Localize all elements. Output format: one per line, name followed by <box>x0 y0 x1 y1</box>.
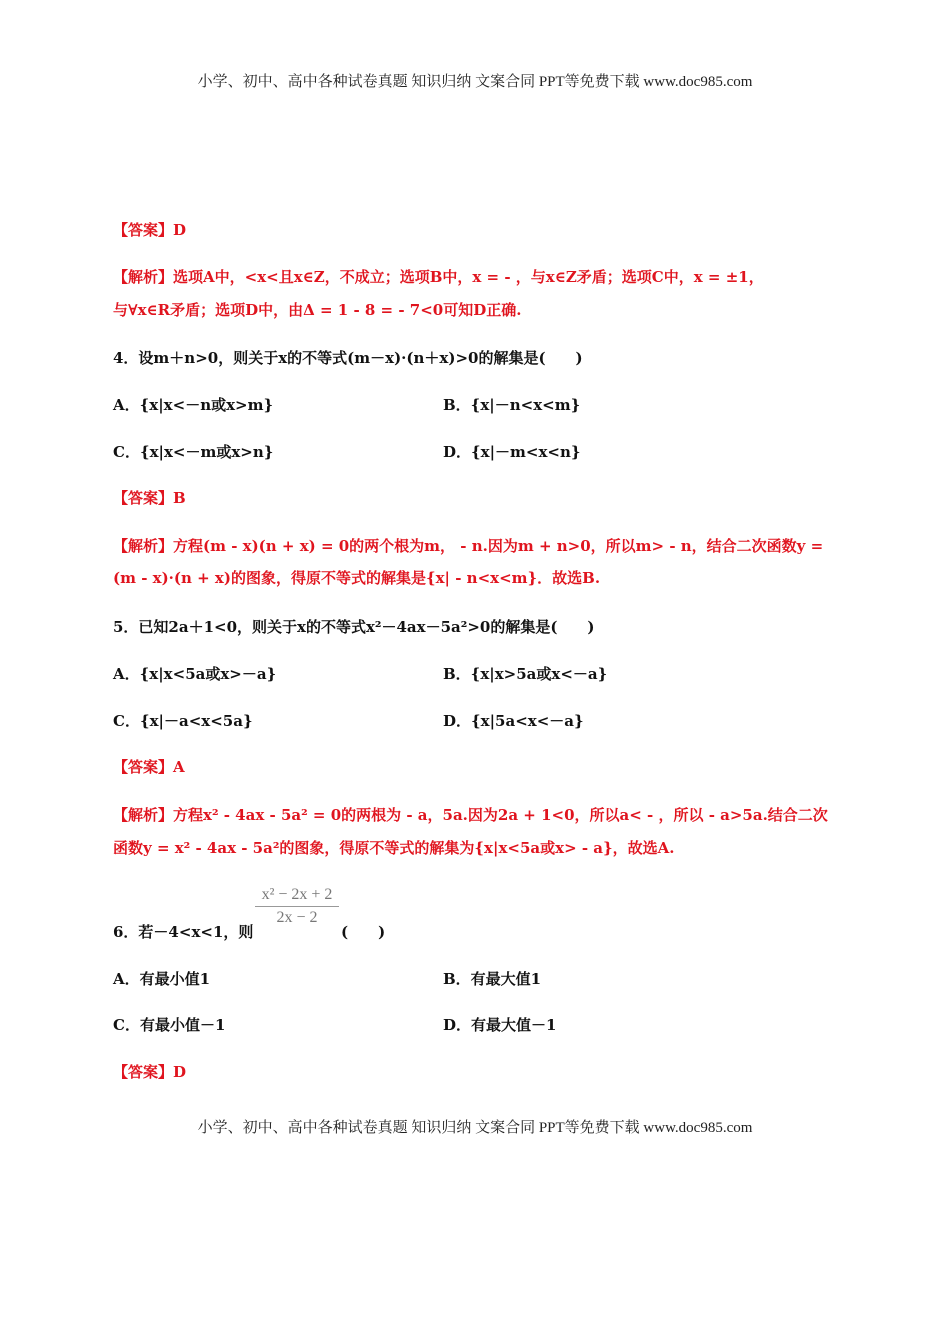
q3-answer: 【答案】D <box>113 221 187 239</box>
q5-analysis-line2: 函数y = x² - 4ax - 5a²的图象，得原不等式的解集为{x|x<5a或x> - a}，故选A. <box>113 839 675 857</box>
q5-answer: 【答案】A <box>113 758 185 776</box>
q5-analysis-line1: 【解析】方程x² - 4ax - 5a² = 0的两根为 - a，5a.因为2a + 1<0，所以a< - ，所以 - a>5a.结合二次 <box>113 806 828 824</box>
q6-fraction <box>253 886 341 927</box>
q4-option-b: B．{x|－n<x<m} <box>443 396 581 414</box>
q5-option-a: A．{x|x<5a或x>－a} <box>113 665 277 683</box>
q6-option-b: B．有最大值1 <box>443 970 542 988</box>
q4-stem: 4．设m＋n>0，则关于x的不等式(m－x)·(n＋x)>0的解集是( ) <box>113 349 583 367</box>
q6-answer: 【答案】D <box>113 1063 187 1081</box>
q5-option-d: D．{x|5a<x<－a} <box>443 712 584 730</box>
q4-option-a: A．{x|x<－n或x>m} <box>113 396 274 414</box>
page-header: 小学、初中、高中各种试卷真题 知识归纳 文案合同 PPT等免费下载 www.doc985.com <box>197 74 753 90</box>
q3-analysis-line1: 【解析】选项A中，<x<且x∈Z，不成立；选项B中，x = - ，与x∈Z矛盾；选项C中，x = ±1， <box>113 268 764 286</box>
q6-fraction-numerator: x² − 2x + 2 <box>261 886 333 903</box>
q4-option-c: C．{x|x<－m或x>n} <box>113 443 274 461</box>
q6-answer-paren: ( ) <box>341 923 386 941</box>
q5-stem: 5．已知2a＋1<0，则关于x的不等式x²－4ax－5a²>0的解集是( ) <box>113 618 595 636</box>
page-footer: 小学、初中、高中各种试卷真题 知识归纳 文案合同 PPT等免费下载 www.doc985.com <box>197 1120 753 1136</box>
q5-option-b: B．{x|x>5a或x<－a} <box>443 665 608 683</box>
q4-answer: 【答案】B <box>113 489 186 507</box>
q6-option-a: A．有最小值1 <box>113 970 211 988</box>
q6-fraction-denominator: 2x − 2 <box>276 909 318 926</box>
q5-option-c: C．{x|－a<x<5a} <box>113 712 253 730</box>
q6-stem: 6．若－4<x<1，则 <box>113 923 254 941</box>
q4-analysis-line2: (m - x)·(n + x)的图象，得原不等式的解集是{x| - n<x<m}．故选B. <box>113 569 601 587</box>
q6-option-d: D．有最大值－1 <box>443 1016 557 1034</box>
q3-analysis-line2: 与∀x∈R矛盾；选项D中，由Δ = 1 - 8 = - 7<0可知D正确. <box>113 301 522 319</box>
q4-option-d: D．{x|－m<x<n} <box>443 443 581 461</box>
q6-option-c: C．有最小值－1 <box>113 1016 226 1034</box>
q4-analysis-line1: 【解析】方程(m - x)(n + x) = 0的两个根为m， - n.因为m + n>0，所以m> - n，结合二次函数y = <box>113 537 824 555</box>
